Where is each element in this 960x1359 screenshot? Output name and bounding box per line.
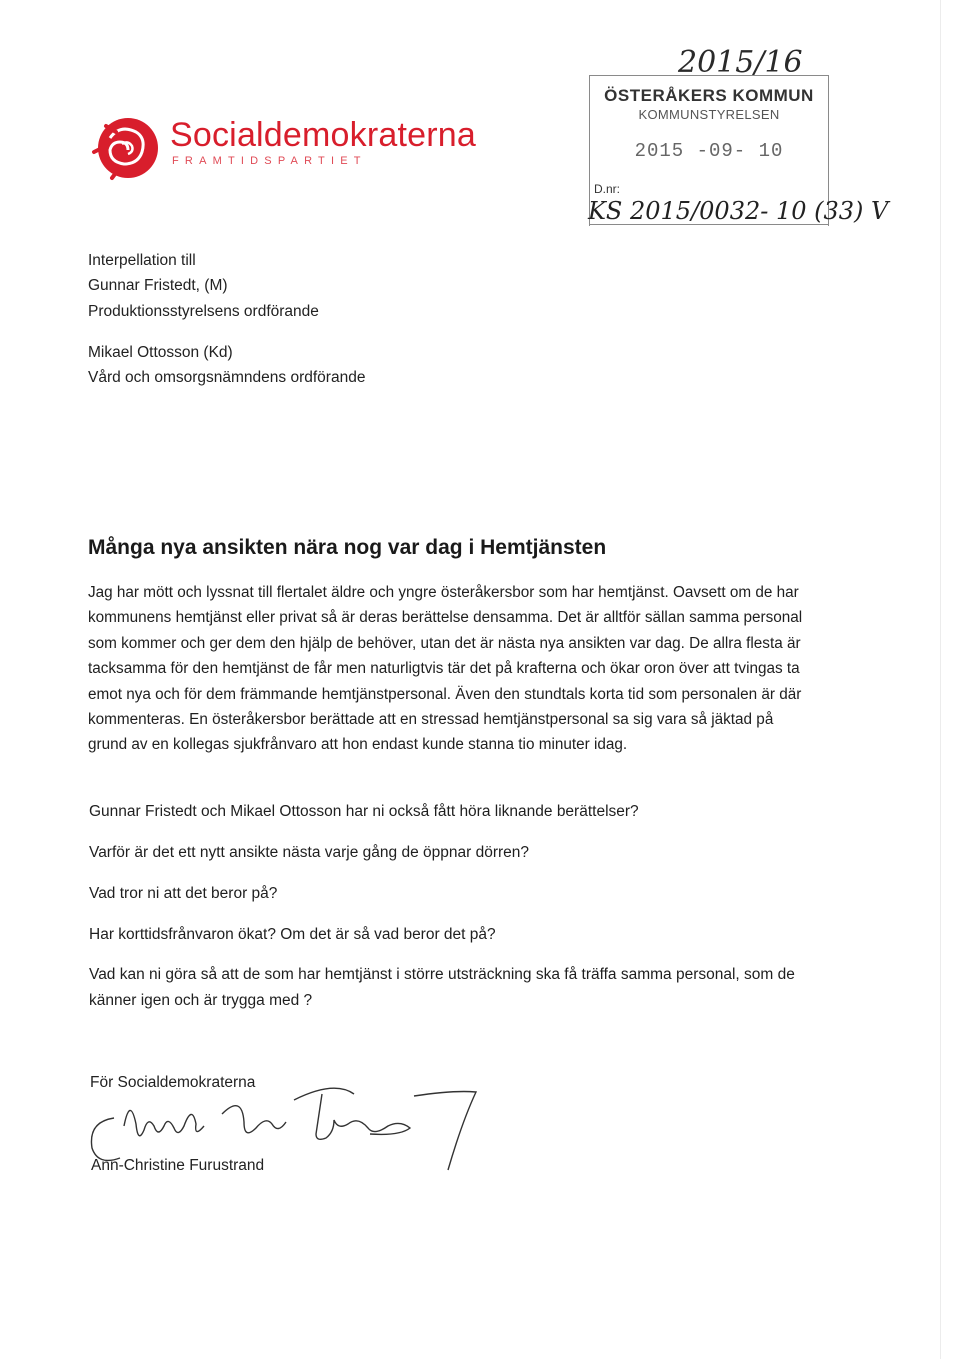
stamp-dnr-handwritten <box>588 189 889 225</box>
handwritten-reference-text: 2015/16 <box>678 45 803 80</box>
question-5: Vad kan ni göra så att de som har hemtjänst i större utsträckning ska få träffa samma personal, som de känner igen och är trygga med ? <box>89 966 795 1009</box>
question-3: Vad tror ni att det beror på? <box>89 885 278 902</box>
addressee-line-3: Produktionsstyrelsens ordförande <box>88 303 319 320</box>
stamp-organization: ÖSTERÅKERS KOMMUN <box>604 86 814 105</box>
signature-name: Ann-Christine Furustrand <box>91 1157 265 1174</box>
stamp-divider <box>590 224 828 225</box>
question-4: Har korttidsfrånvaron ökat? Om det är så vad beror det på? <box>89 926 496 943</box>
addressee-line-1: Interpellation till <box>88 252 196 269</box>
handwritten-reference <box>676 40 803 80</box>
party-logo <box>88 104 476 188</box>
addressee-line-4: Mikael Ottosson (Kd) <box>88 344 233 361</box>
registration-stamp <box>588 75 889 226</box>
question-2: Varför är det ett nytt ansikte nästa varje gång de öppnar dörren? <box>89 844 530 861</box>
stamp-dnr-label: D.nr: <box>594 182 621 196</box>
body-paragraph: Jag har mött och lyssnat till flertalet äldre och yngre österåkersbor som har hemtjänst. Oavsett om de har kommunens hemtjänst eller privat så är deras berättelse densamma. Det är alltför sällan samma personal som kommer och ger dem den hjälp de behöver, utan det är nästa nya ansikten var dag. De allra flesta är tacksamma för den hemtjänst de får men naturligtvis tär det på krafterna och ökar oron över att tvingas ta emot nya och för dem främmande hemtjänstpersonal. Även den stundtals korta tid som personalen är där kommenteras. En österåkersbor berättade att en stressad hemtjänstpersonal sa sig vara så jäktad på grund av en kollegas sjukfrånvaro att hon endast kunde stanna tio minuter idag. <box>88 584 803 754</box>
logo-tagline: FRAMTIDSPARTIET <box>172 155 367 167</box>
page-edge <box>940 0 941 1359</box>
document-title: Många nya ansikten nära nog var dag i Hemtjänsten <box>88 536 607 559</box>
logo-name: Socialdemokraterna <box>170 116 476 154</box>
signature-party: För Socialdemokraterna <box>90 1074 256 1091</box>
stamp-department: KOMMUNSTYRELSEN <box>638 107 780 122</box>
addressee-line-2: Gunnar Fristedt, (M) <box>88 277 228 294</box>
stamp-dnr-handwritten-text: KS 2015/0032- 10 (33) V <box>588 197 889 225</box>
stamp-date: 2015 -09- 10 <box>634 140 784 162</box>
question-1: Gunnar Fristedt och Mikael Ottosson har ni också fått höra liknande berättelser? <box>89 803 639 820</box>
rose-icon <box>88 108 164 184</box>
addressee-line-5: Vård och omsorgsnämndens ordförande <box>88 369 366 386</box>
